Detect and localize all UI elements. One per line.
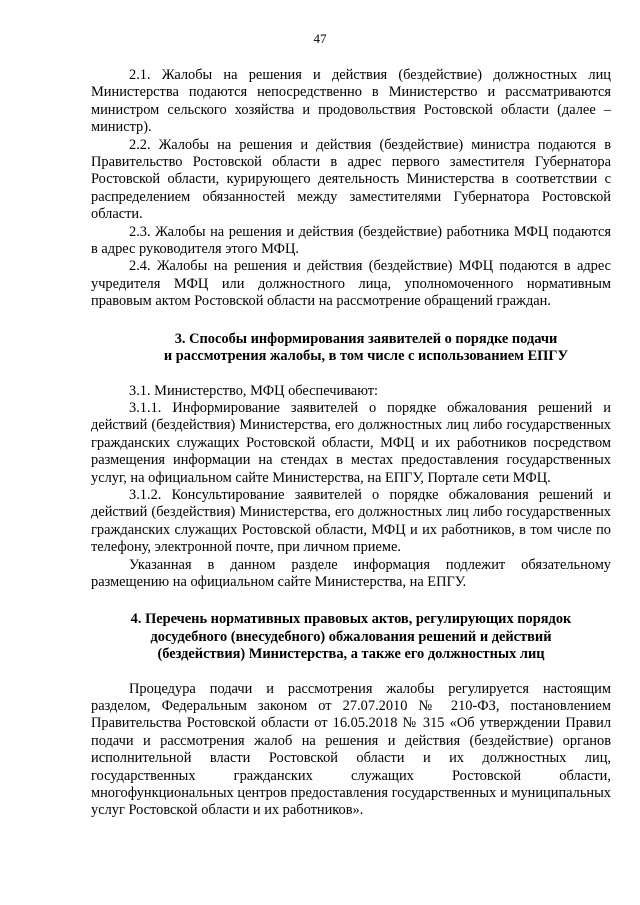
section-3-heading-line-2: и рассмотрения жалобы, в том числе с использованием ЕПГУ bbox=[163, 348, 569, 365]
paragraph-3-note: Указанная в данном разделе информация подлежит обязательному размещению на официальном сайте Министерства, на ЕПГУ. bbox=[91, 556, 611, 590]
section-4-heading bbox=[91, 611, 611, 663]
paragraph-3-1: 3.1. Министерство, МФЦ обеспечивают: bbox=[129, 382, 379, 399]
document-body bbox=[91, 67, 611, 820]
paragraph-2-1: 2.1. Жалобы на решения и действия (бездействие) должностных лиц Министерства подаются непосредственно в Министерство и рассматриваются министром сельского хозяйства и продовольствия Ростовской области (далее – министр). bbox=[91, 67, 611, 136]
section-4-heading-line-1: 4. Перечень нормативных правовых актов, регулирующих порядок bbox=[130, 611, 572, 628]
page-number: 47 bbox=[313, 31, 327, 46]
section-3-heading-line-1: 3. Способы информирования заявителей о порядке подачи bbox=[174, 330, 558, 347]
paragraph-2-3: 2.3. Жалобы на решения и действия (бездействие) работника МФЦ подаются в адрес руководителя этого МФЦ. bbox=[91, 223, 611, 258]
section-3-heading bbox=[91, 331, 611, 366]
paragraph-2-4: 2.4. Жалобы на решения и действия (бездействие) МФЦ подаются в адрес учредителя МФЦ или должностного лица, уполномоченного нормативным правовым актом Ростовской области на рассмотрение обращений граждан. bbox=[91, 258, 611, 310]
paragraph-4-body: Процедура подачи и рассмотрения жалобы регулируется настоящим разделом, Федеральным законом от 27.07.2010 № 210-ФЗ, постановлением Правительства Ростовской области от 16.05.2018 № 315 «Об утверждении Правил подачи и рассмотрения жалоб на решения и действия (бездействие) органов исполнительной власти Ростовской области и их должностных лиц, государственных гражданских служащих Ростовской области, многофункциональных центров предоставления государственных и муниципальных услуг Ростовской области и их работников». bbox=[91, 680, 611, 819]
paragraph-3-1-2: 3.1.2. Консультирование заявителей о порядке обжалования решений и действий (бездействия) Министерства, его должностных лиц либо государственных гражданских служащих Ростовской области, МФЦ и их работников, в том числе по телефону, электронной почте, при личном приеме. bbox=[91, 486, 611, 556]
paragraph-2-2: 2.2. Жалобы на решения и действия (бездействие) министра подаются в Правительство Ростовской области в адрес первого заместителя Губернатора Ростовской области, курирующего деятельность Министерства в соответствии с распределением обязанностей между заместителями Губернатора Ростовской области. bbox=[91, 136, 611, 223]
section-4-heading-line-2: досудебного (внесудебного) обжалования решений и действий bbox=[150, 628, 552, 645]
section-4-heading-line-3: (бездействия) Министерства, а также его должностных лиц bbox=[157, 646, 545, 663]
paragraph-3-1-1: 3.1.1. Информирование заявителей о порядке обжалования решений и действий (бездействия) Министерства, его должностных лиц либо государственных гражданских служащих Ростовской области, МФЦ и их работников посредством размещения информации на стендах в местах предоставления государственных услуг, на официальном сайте Министерства, на ЕПГУ, Портале сети МФЦ. bbox=[91, 399, 611, 486]
